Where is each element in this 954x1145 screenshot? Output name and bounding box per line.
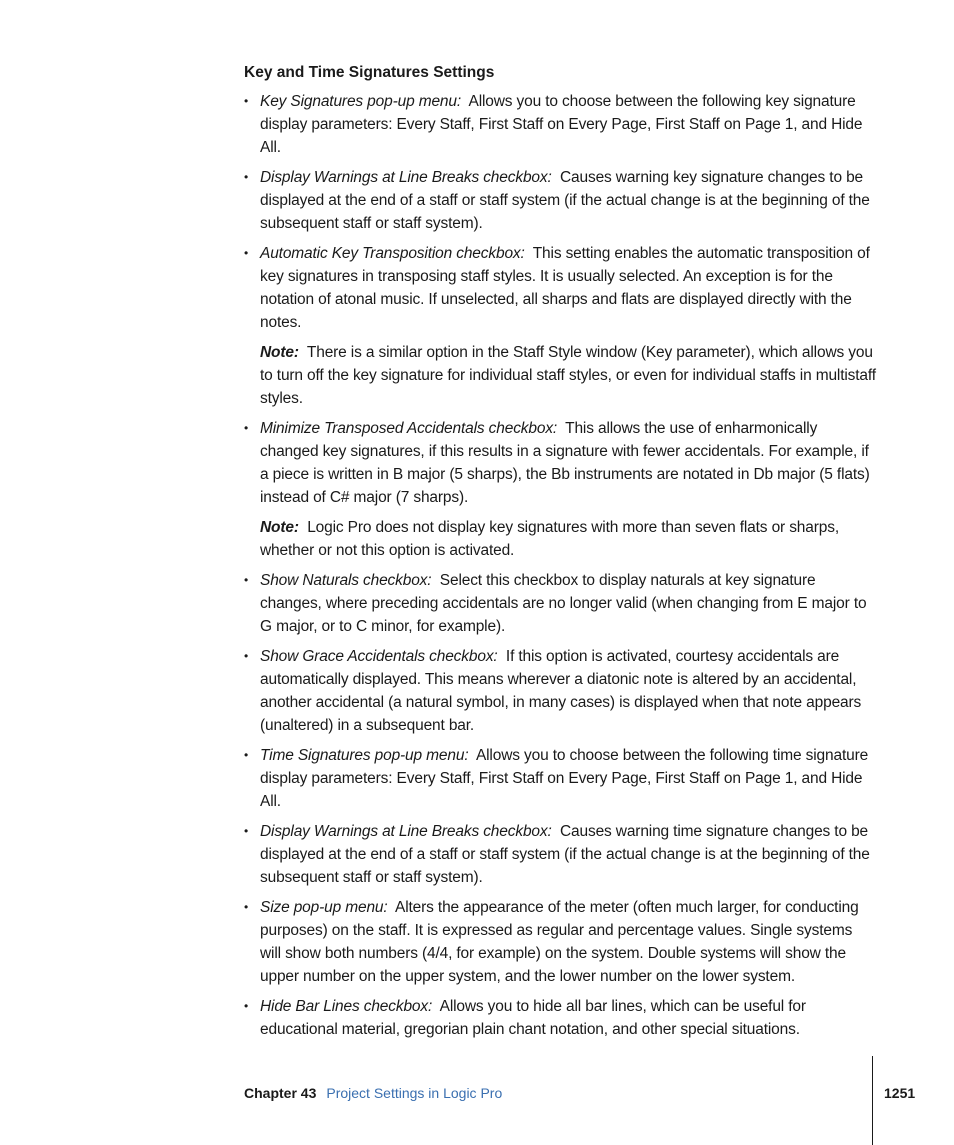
note-text: Logic Pro does not display key signatures with more than seven flats or sharps, whether or not this option is activated.: [260, 519, 839, 559]
item-term: Minimize Transposed Accidentals checkbox:: [260, 420, 558, 437]
bullet-icon: •: [244, 824, 249, 838]
item-term: Hide Bar Lines checkbox:: [260, 998, 433, 1015]
bullet-icon: •: [244, 94, 249, 108]
item-term: Display Warnings at Line Breaks checkbox:: [260, 169, 552, 186]
footer-divider: [872, 1056, 873, 1145]
item-term: Size pop-up menu:: [260, 899, 388, 916]
list-item: [244, 645, 876, 737]
bullet-icon: •: [244, 999, 249, 1013]
list-item: [244, 744, 876, 813]
chapter-label: Chapter 43: [244, 1085, 317, 1101]
section-title: Key and Time Signatures Settings: [244, 64, 495, 81]
note-label: Note:: [260, 519, 299, 536]
note: [244, 516, 876, 562]
bullet-icon: •: [244, 170, 249, 184]
page-content: [244, 62, 876, 1048]
item-text: This allows the use of enharmonically changed key signatures, if this results in a signature with fewer accidentals. For example, if a piece is written in B major (5 sharps), the Bb instruments are notated in Db major (5 flats) instead of C# major (7 sharps).: [260, 420, 870, 506]
item-text: This setting enables the automatic transposition of key signatures in transposing staff styles. It is usually selected. An exception is for the notation of atonal music. If unselected, all sharps and flats are displayed directly with the notes.: [260, 245, 870, 331]
note: [244, 341, 876, 410]
item-text: Select this checkbox to display naturals at key signature changes, where preceding accidentals are no longer valid (when changing from E major to G major, or to C minor, for example).: [260, 572, 867, 635]
bullet-icon: •: [244, 421, 249, 435]
list-item: [244, 242, 876, 334]
page-footer: [244, 1085, 502, 1101]
item-text: Allows you to choose between the following time signature display parameters: Every Staff, First Staff on Every Page, First Staff on Page 1, and Hide All.: [260, 747, 869, 810]
chapter-title-link[interactable]: Project Settings in Logic Pro: [326, 1085, 503, 1101]
page-number: 1251: [884, 1085, 916, 1101]
bullet-icon: •: [244, 900, 249, 914]
item-text: If this option is activated, courtesy accidentals are automatically displayed. This means wherever a diatonic note is altered by an accidental, another accidental (a natural symbol, in many cases) is displayed when that note appears (unaltered) in a subsequent bar.: [260, 648, 862, 734]
item-text: Causes warning key signature changes to be displayed at the end of a staff or staff system (if the actual change is at the beginning of the subsequent staff or staff system).: [260, 169, 870, 232]
note-text: There is a similar option in the Staff Style window (Key parameter), which allows you to turn off the key signature for individual staff styles, or even for individual staffs in multistaff styles.: [260, 344, 876, 407]
list-item: [244, 896, 876, 988]
item-text: Alters the appearance of the meter (often much larger, for conducting purposes) on the staff. It is expressed as regular and percentage values. Single systems will show both numbers (4/4, for example) on the system. Double systems will show the upper number on the upper system, and the lower number on the lower system.: [260, 899, 859, 985]
item-text: Causes warning time signature changes to be displayed at the end of a staff or staff system (if the actual change is at the beginning of the subsequent staff or staff system).: [260, 823, 870, 886]
bullet-icon: •: [244, 748, 249, 762]
item-term: Show Naturals checkbox:: [260, 572, 432, 589]
item-term: Time Signatures pop-up menu:: [260, 747, 469, 764]
item-term: Key Signatures pop-up menu:: [260, 93, 462, 110]
list-item: [244, 417, 876, 509]
bullet-icon: •: [244, 246, 249, 260]
list-item: [244, 166, 876, 235]
note-label: Note:: [260, 344, 299, 361]
item-text: Allows you to hide all bar lines, which can be useful for educational material, gregorian plain chant notation, and other special situations.: [260, 998, 806, 1038]
item-text: Allows you to choose between the following key signature display parameters: Every Staff, First Staff on Every Page, First Staff on Page 1, and Hide All.: [260, 93, 863, 156]
item-term: Show Grace Accidentals checkbox:: [260, 648, 498, 665]
list-item: [244, 995, 876, 1041]
list-item: [244, 820, 876, 889]
bullet-icon: •: [244, 649, 249, 663]
item-term: Display Warnings at Line Breaks checkbox:: [260, 823, 552, 840]
list-item: [244, 569, 876, 638]
item-term: Automatic Key Transposition checkbox:: [260, 245, 525, 262]
bullet-icon: •: [244, 573, 249, 587]
list-item: [244, 90, 876, 159]
